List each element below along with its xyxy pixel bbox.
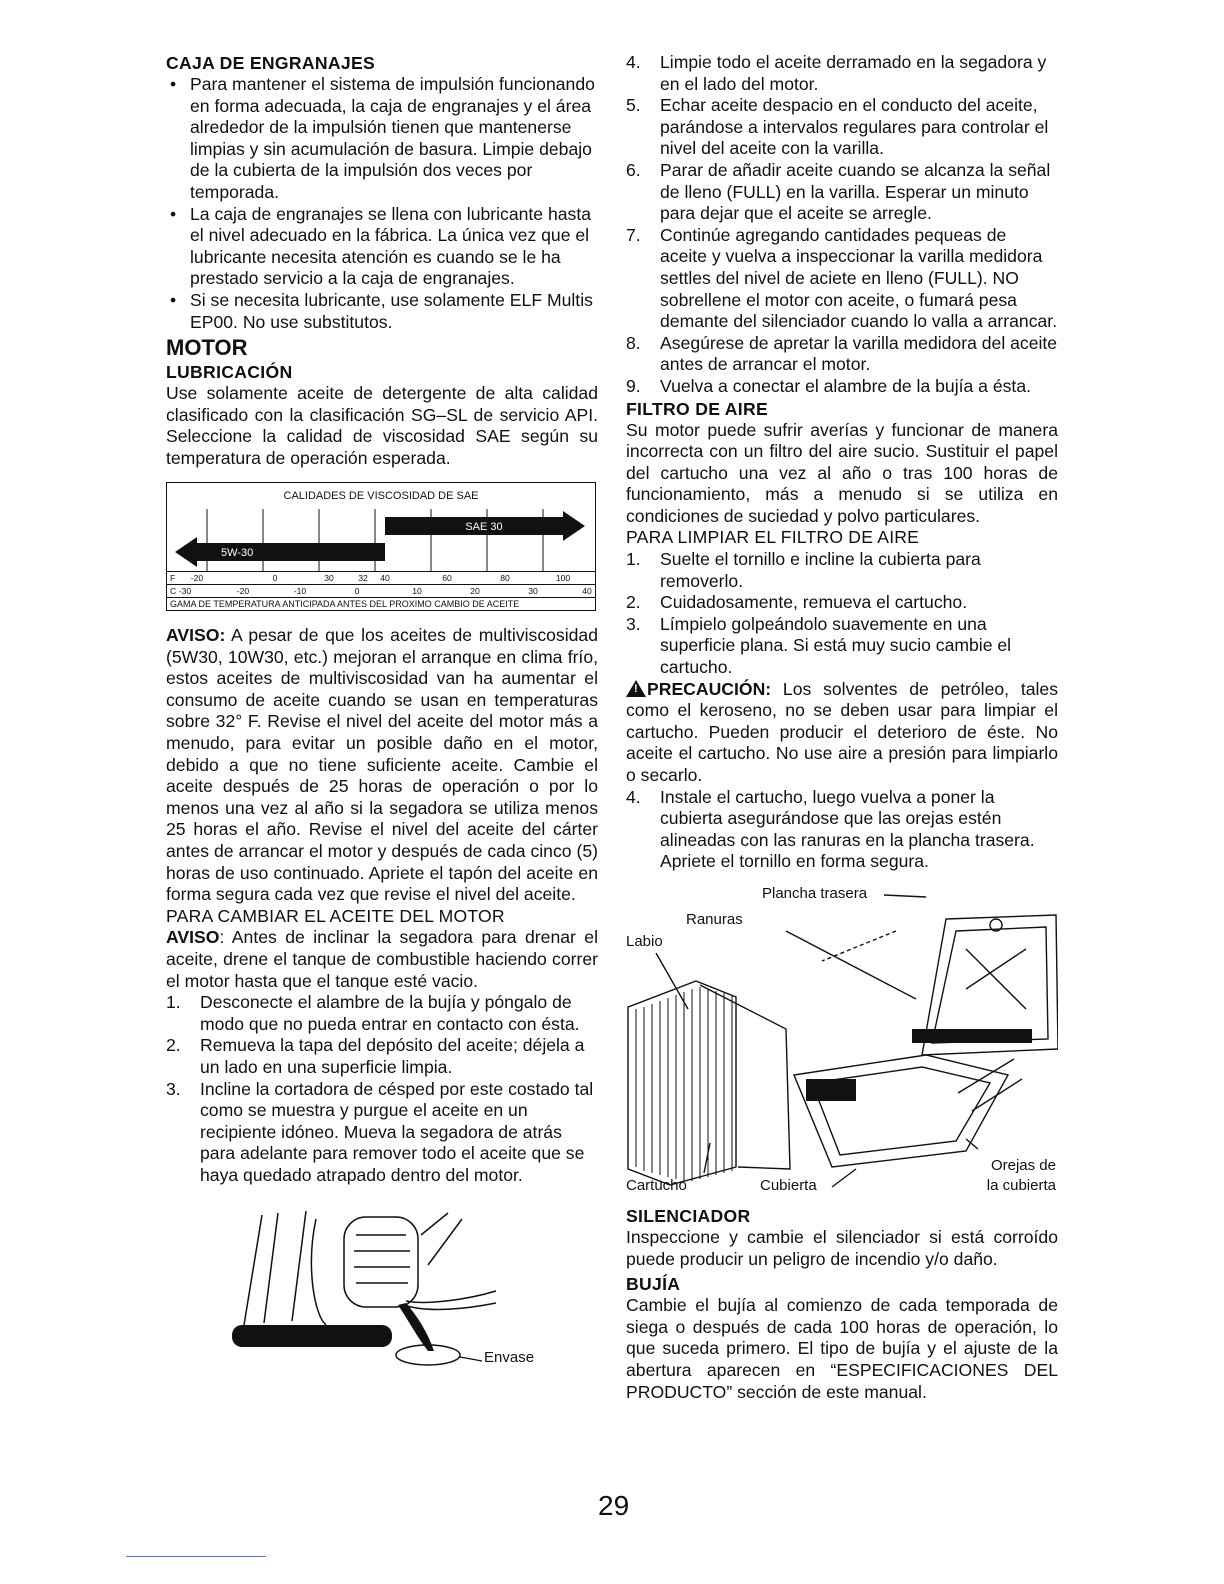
fahrenheit-tick: 30 [324,573,334,584]
viscosity-chart [166,482,596,612]
footer-rule [126,1556,266,1557]
step-number: 3. [166,1078,181,1099]
step-item [626,160,1058,225]
right-column [626,52,1058,1403]
step-number: 4. [626,786,641,807]
motor-heading: MOTOR [166,335,248,361]
step-number: 6. [626,159,641,180]
gearbox-bullet: • Para mantener el sistema de impulsión funcionando en forma adecuada, la caja de engranajes y el área alrededor de la impulsión tienen que mantenerse limpias y sin acumulación de basura. Limpie debajo de la cubierta de la impulsión dos veces por temporada. [166,74,598,204]
muffler-heading: SILENCIADOR [626,1205,751,1226]
change-oil-steps-continued [626,52,1058,398]
spark-plug-heading: BUJÍA [626,1274,681,1295]
celsius-tick: 30 [528,586,538,597]
celsius-tick: -30 [178,586,192,597]
step-number: 3. [626,613,641,634]
fahrenheit-tick: 60 [442,573,452,584]
step-number: 2. [166,1035,181,1056]
air-filter-figure [626,879,1058,1205]
step-text: Límpielo golpeándolo suavemente en una superficie plana. Si está muy sucio cambie el cartucho. [660,613,1012,678]
viscosity-chart-caption: GAMA DE TEMPERATURA ANTICIPADA ANTES DEL PROXIMO CAMBIO DE ACEITE [167,597,595,610]
warning-symbol: ! [634,682,638,695]
step-text: Echar aceite despacio en el conducto del aceite, parándose a intervalos regulares para controlar el nivel del aceite con la varilla. [660,95,1049,159]
aviso-text: A pesar de que los aceites de multiviscosidad (5W30, 10W30, etc.) mejoran el arranque en clima frío, estos aceites de multiviscosidad van ha aumentar el consumo de aceite cuando se usan en temperaturas sobre 32° F. Revise el nivel del aceite del motor más a menudo, para evitar un posible daño en el motor, debido a que no tiene suficiente aceite. Cambie el aceite después de 25 horas de operación o por lo menos una vez al año si la segadora se utiliza menos 25 horas el año. Revise el nivel del aceite del cárter antes de arrancar el motor y después de cada cinco (5) horas de uso continuado. Apriete el tapón del aceite en forma segura cada vez que revise el nivel del aceite. [166,625,598,905]
fahrenheit-tick: 100 [555,573,571,584]
oil-drain-figure [166,1205,598,1375]
step-item [626,549,1058,592]
lubrication-heading: LUBRICACIÓN [166,362,293,383]
gearbox-bullet: • La caja de engranajes se llena con lubricante hasta el nivel adecuado en la fábrica. La única vez que el lubricante necesita atención es cuando se le ha prestado servicio a la caja de engranajes. [166,204,598,290]
fahrenheit-tick: 32 [358,573,368,584]
celsius-label: C [170,586,177,597]
step-text: Suelte el tornillo e incline la cubierta para removerlo. [660,549,981,591]
gearbox-list [166,74,598,333]
celsius-tick: 20 [470,586,480,597]
step-number: 5. [626,95,641,116]
step-item [166,992,598,1035]
change-oil-heading: PARA CAMBIAR EL ACEITE DEL MOTOR [166,905,505,926]
celsius-tick: 40 [582,586,592,597]
fahrenheit-tick: 0 [272,573,278,584]
step-item [166,1079,598,1187]
left-column [166,52,598,1375]
fahrenheit-label: F [170,573,176,584]
clean-filter-heading: PARA LIMPIAR EL FILTRO DE AIRE [626,527,920,548]
back-plate-label: Plancha trasera [762,884,868,902]
aviso-paragraph [166,625,598,906]
muffler-text: Inspeccione y cambie el silenciador si está corroído puede producir un peligro de incendio y/o daño. [626,1226,1058,1269]
page-number: 29 [598,1490,630,1521]
viscosity-chart-title: CALIDADES DE VISCOSIDAD DE SAE [283,489,479,502]
step-text: Limpie todo el aceite derramado en la segadora y en el lado del motor. [660,52,1047,94]
step-item [626,592,1058,614]
fahrenheit-tick: -20 [190,573,204,584]
step-item [626,333,1058,376]
warning-icon [626,680,646,697]
step-number: 7. [626,224,641,245]
viscosity-bar-label: SAE 30 [465,521,503,534]
aviso2-paragraph [166,927,598,992]
step-number: 8. [626,332,641,353]
fahrenheit-tick: 40 [380,573,390,584]
step-item [626,52,1058,95]
gearbox-heading: CAJA DE ENGRANAJES [166,53,376,73]
step-number: 1. [166,992,181,1013]
cover-tabs-label-line1: Orejas de [990,1156,1056,1174]
step-text: Desconecte el alambre de la bujía y póngalo de modo que no pueda entrar en contacto con ésta. [200,992,580,1034]
celsius-tick: 0 [354,586,360,597]
caution-label: PRECAUCIÓN: [647,678,772,699]
step-item [166,1035,598,1078]
step-text: Incline la cortadora de césped por este costado tal como se muestra y purgue el aceite en un recipiente idóneo. Mueva la segadora de atrás para adelante para remover todo el aceite que se haya quedado atrapado dentro del motor. [200,1078,594,1185]
step-number: 9. [626,375,641,396]
viscosity-chart-plot [167,509,595,571]
fahrenheit-tick: 80 [500,573,510,584]
fahrenheit-scale [167,571,595,584]
step-number: 1. [626,549,641,570]
caution-text: Los solventes de petróleo, tales como el keroseno, no se deben usar para limpiar el cartucho. Pueden producir el deterioro de éste. No aceite el cartucho. No use aire a presión para limpiarlo o secarlo. [626,678,1058,785]
change-oil-steps [166,992,598,1186]
step-text: Cuidadosamente, remueva el cartucho. [660,592,968,613]
step-item [626,95,1058,160]
step-item [626,225,1058,333]
aviso2-text: : Antes de inclinar la segadora para drenar el aceite, drene el tanque de combustible haciendo correr el motor hasta que el tanque esté vacio. [166,927,598,991]
step-text: Asegúrese de apretar la varilla medidora del aceite antes de arrancar el motor. [660,332,1058,375]
step-item [626,376,1058,398]
lubrication-text: Use solamente aceite de detergente de alta calidad clasificado con la clasificación SG–SL de servicio API. Seleccione la calidad de viscosidad SAE según su temperatura de operación esperada. [166,383,598,468]
step-text: Parar de añadir aceite cuando se alcanza la señal de lleno (FULL) en la varilla. Esperar un minuto para dejar que el aceite se arregle. [660,159,1051,224]
celsius-tick: -10 [293,586,307,597]
step-number: 4. [626,52,641,72]
cartridge-label: Cartucho [626,1176,687,1194]
lip-label: Labio [626,932,663,950]
celsius-tick: 10 [412,586,422,597]
step-text: Vuelva a conectar el alambre de la bujía a ésta. [660,375,1031,396]
step-item [626,614,1058,679]
step-text: Instale el cartucho, luego vuelva a poner la cubierta asegurándose que las orejas estén alineadas con las ranuras en la plancha trasera. Apriete el tornillo en forma segura. [660,786,1035,872]
cover-tabs-label-line2: la cubierta [986,1176,1056,1194]
aviso-label: AVISO: [166,625,226,646]
cover-label: Cubierta [760,1176,817,1194]
air-filter-heading: FILTRO DE AIRE [626,398,769,419]
celsius-tick: -20 [236,586,250,597]
container-label: Envase [484,1348,535,1366]
step-text: Continúe agregando cantidades pequeas de aceite y vuelva a inspeccionar la varilla medidora settles del nivel de aciete en lleno (FULL). NO sobrellene el motor con aceite, o fumará pesa demante del silenciador cuando lo valla a arrancar. [660,224,1058,332]
spark-plug-text: Cambie el bujía al comienzo de cada temporada de siega o después de cada 100 horas de operación, lo que suceda primero. El tipo de bujía y el ajuste de la abertura aparecen en “ESPECIFICACIONES DEL PRODUCTO” sección de este manual. [626,1295,1058,1402]
air-filter-text: Su motor puede sufrir averías y funcionar de manera incorrecta con un filtro del aire sucio. Sustituir el papel del cartucho una vez al año o tras 100 horas de funcionamiento, más a menudo si se utiliza en condiciones de suciedad y polvo particulares. [626,419,1058,526]
viscosity-bar-label: 5W-30 [221,547,254,560]
aviso2-label: AVISO [166,927,220,948]
slots-label: Ranuras [686,910,743,928]
step-number: 2. [626,592,641,613]
caution-paragraph [626,679,1058,787]
step-item [626,787,1058,873]
gearbox-bullet: • Si se necesita lubricante, use solamente ELF Multis EP00. No use substitutos. [166,290,598,333]
clean-filter-steps [626,549,1058,679]
step-text: Remueva la tapa del depósito del aceite; déjela a un lado en una superficie limpia. [200,1035,585,1077]
celsius-scale [167,584,595,597]
clean-filter-steps-after [626,787,1058,873]
